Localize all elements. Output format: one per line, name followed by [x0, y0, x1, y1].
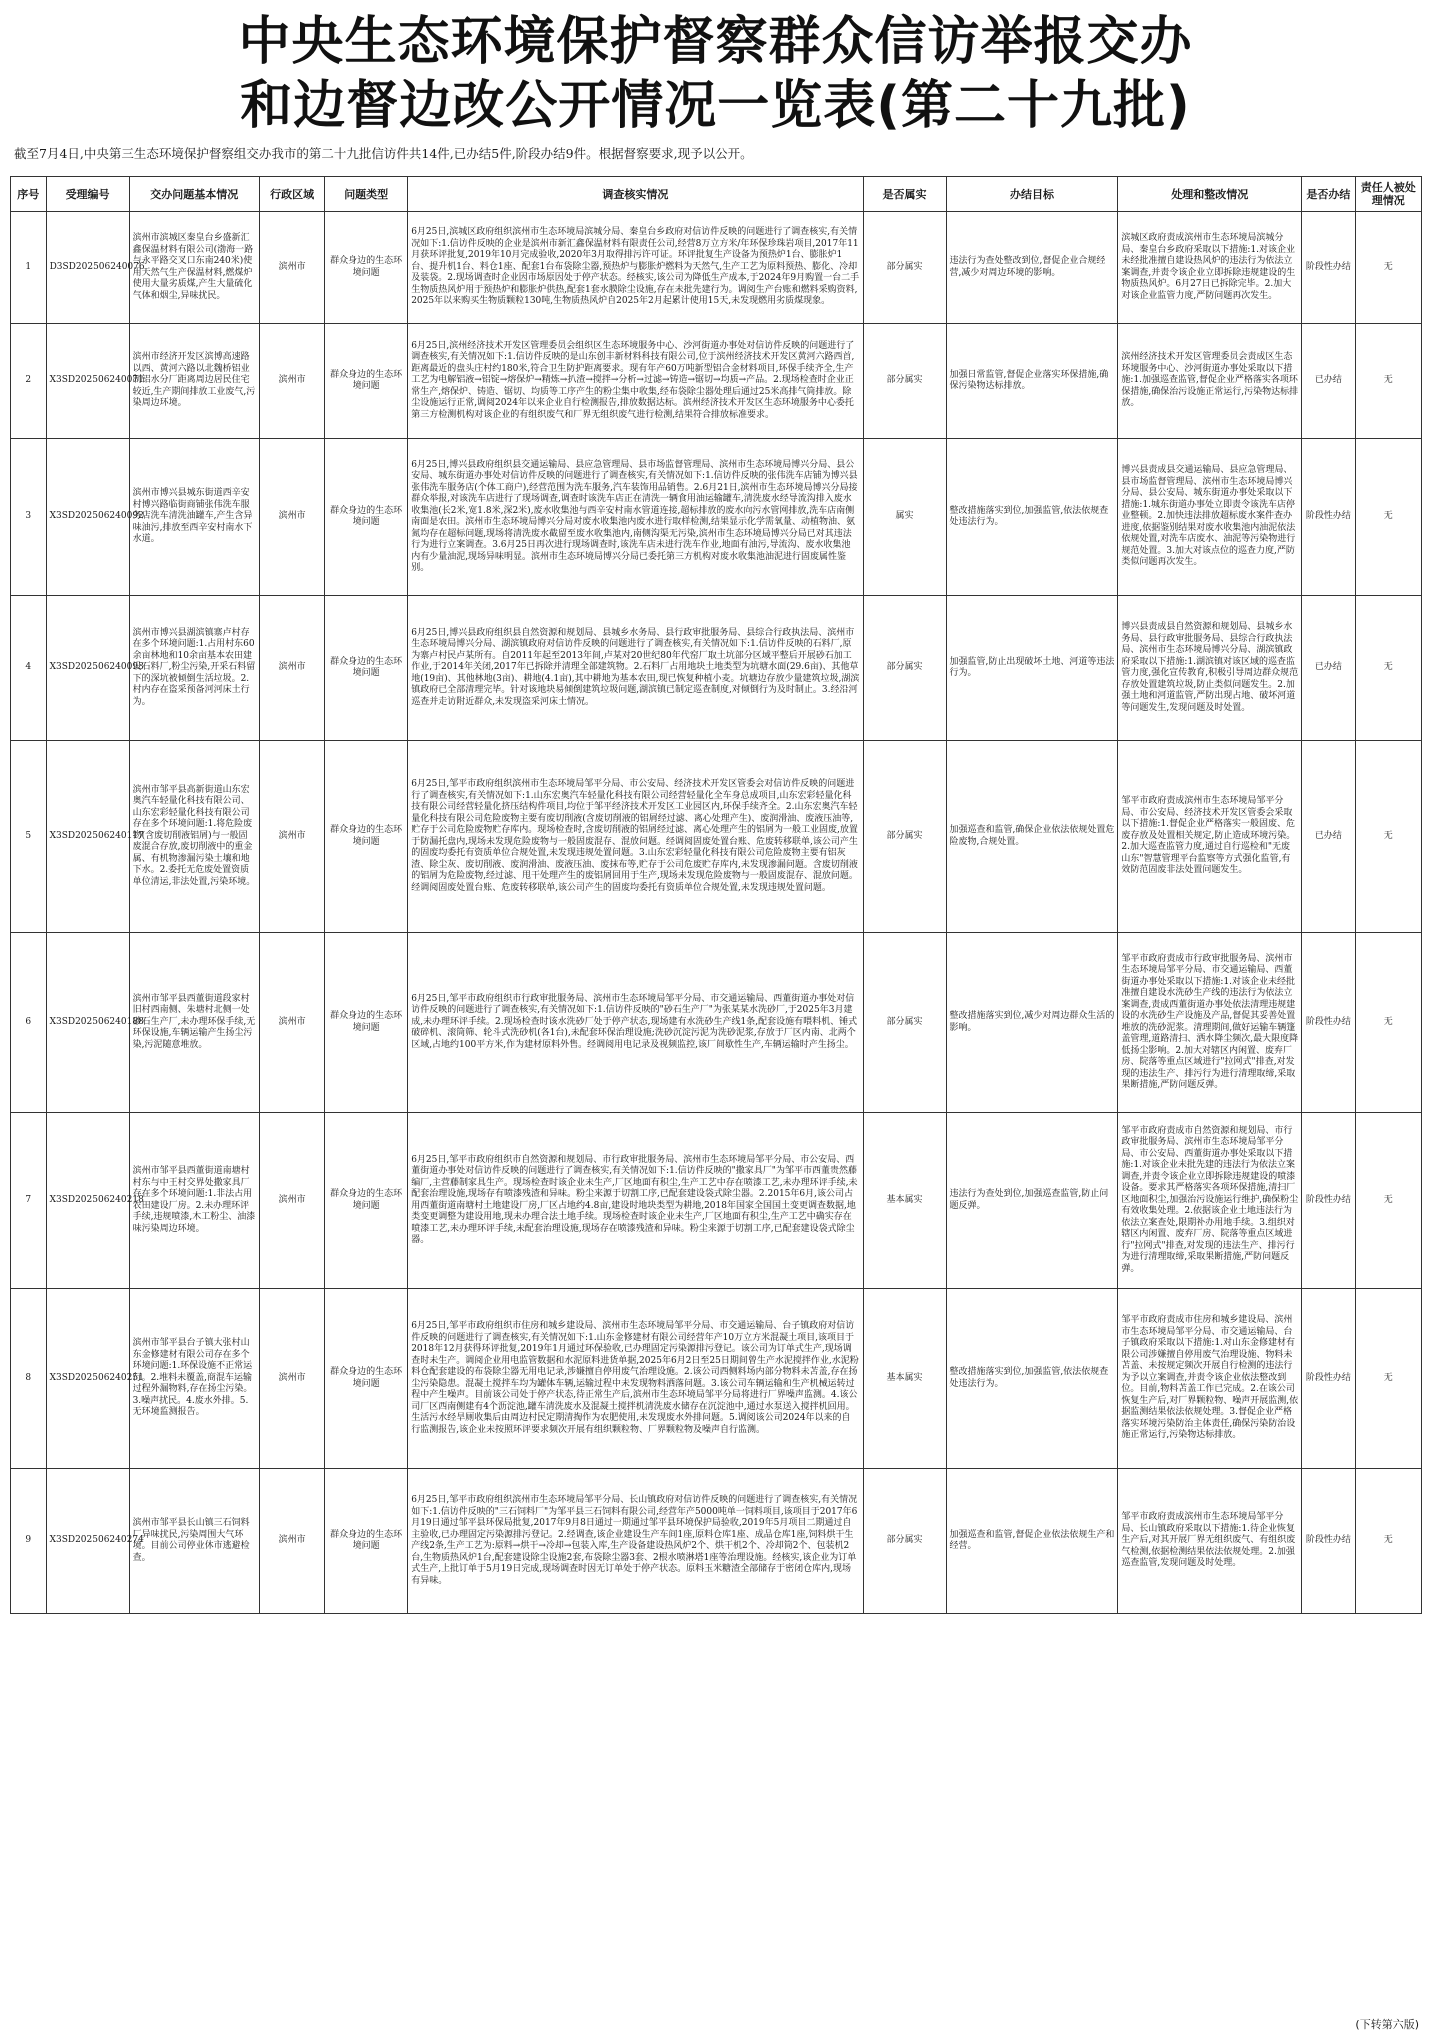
- table-row: [11, 439, 1422, 596]
- responsible-person-handling-cell: 无: [1355, 1113, 1421, 1289]
- completion-status-cell: 已办结: [1302, 596, 1355, 741]
- verified-status-cell: 属实: [863, 439, 946, 596]
- handling-measures-cell: 邹平市政府责成市行政审批服务局、滨州市生态环境局邹平分局、市交通运输局、西董街道办事处采取以下措施:1.对该企业未经批准擅自建设水洗砂生产线的违法行为依法立案调查,责成西董街道办事处依法清理违规建设的水洗砂生产设施及产品,督促其妥善处置堆放的洗砂泥浆。清理期间,做好运输车辆篷盖管理,道路清扫、洒水降尘频次,最大限度降低扬尘影响。2.加大对辖区内闲置、废弃厂房、院落等重点区域进行"拉网式"排查,对发现的违法生产、排污行为进行清理取缔,采取果断措施,严防问题反弹。: [1118, 933, 1302, 1113]
- problem-description-cell: 滨州市博兴县湖滨镇寨卢村存在多个环境问题:1.占用村东60余亩林地和10余亩基本农田建设石料厂,粉尘污染,开采石料留下的深坑被倾倒生活垃圾。2.村内存在盗采预备河河床土行为。: [129, 596, 259, 741]
- receipt-code-cell: X3SD202506240117: [46, 741, 129, 933]
- row-number-cell: 5: [11, 741, 47, 933]
- completion-status-cell: 已办结: [1302, 324, 1355, 439]
- problem-type-cell: 群众身边的生态环境问题: [325, 1469, 408, 1614]
- intro-text: 截至7月4日,中央第三生态环境保护督察组交办我市的第二十九批信访件共14件,已办结5件,阶段办结9件。根据督察要求,现予以公开。: [14, 146, 753, 161]
- receipt-code-cell: X3SD202506240092: [46, 439, 129, 596]
- problem-description-cell: 滨州市滨城区秦皇台乡盛新汇鑫保温材料有限公司(渤海一路与永平路交叉口东南240米)使用天然气生产保温材料,燃煤炉使用大量劣质煤,产生大量硫化气体和烟尘,异味扰民。: [129, 212, 259, 324]
- completion-goal-cell: 加强巡查和监管,督促企业依法依规生产和经营。: [946, 1469, 1118, 1614]
- column-header: 是否办结: [1302, 177, 1355, 212]
- column-header: 处理和整改情况: [1118, 177, 1302, 212]
- problem-type-cell: 群众身边的生态环境问题: [325, 596, 408, 741]
- table-row: [11, 1289, 1422, 1469]
- table-header-row: [11, 177, 1422, 212]
- completion-goal-cell: 加强巡查和监管,确保企业依法依规处置危险废物,合规处置。: [946, 741, 1118, 933]
- table-row: [11, 933, 1422, 1113]
- handling-measures-cell: 邹平市政府责成市自然资源和规划局、市行政审批服务局、滨州市生态环境局邹平分局、市公安局、西董街道办事处采取以下措施:1.对该企业未批先建的违法行为依法立案调查,并责令该企业立即拆除违规建设的喷漆设备。要求其严格落实各项环保措施,清扫厂区地面积尘,加强治污设施运行维护,确保粉尘有效收集处理。2.依据该企业土地违法行为依法立案查处,限期补办用地手续。3.组织对辖区内闲置、废弃厂房、院落等重点区域进行"拉网式"排查,对发现的违法生产、排污行为进行清理取缔,采取果断措施,严防问题反弹。: [1118, 1113, 1302, 1289]
- investigation-details-cell: 6月25日,滨城区政府组织滨州市生态环境局滨城分局、秦皇台乡政府对信访件反映的问题进行了调查核实,有关情况如下:1.信访件反映的企业是滨州市新汇鑫保温材料有限责任公司,经营8万立方米/年环保珍珠岩项目,2017年11月获环评批复,2019年10月完成验收,2020年3月取得排污许可证。环评批复生产设备为预热炉1台、膨胀炉1台、提升机1台、料仓1座、配套1台布袋除尘器,预热炉与膨胀炉燃料为天然气,生产工艺为原料预热、膨化、冷却及装袋。2.现场调查时企业因市场原因处于停产状态。经核实,该公司为降低生产成本,于2024年9月购置一台二手生物质热风炉用于预热炉和膨胀炉供热,配套1套水膜除尘设施,存在未批先建行为。调阅生产台账和燃料采购资料,2025年以来购买生物质颗粒130吨,生物质热风炉自2025年2月起累计使用15天,未发现燃用劣质煤现象。: [408, 212, 863, 324]
- receipt-code-cell: X3SD202506240188: [46, 933, 129, 1113]
- region-cell: 滨州市: [259, 1469, 324, 1614]
- verified-status-cell: 部分属实: [863, 596, 946, 741]
- completion-goal-cell: 整改措施落实到位,加强监管,依法依规查处违法行为。: [946, 1289, 1118, 1469]
- verified-status-cell: 部分属实: [863, 933, 946, 1113]
- problem-type-cell: 群众身边的生态环境问题: [325, 439, 408, 596]
- problem-description-cell: 滨州市邹平县西董街道南塘村村东与中王村交界处撒家具厂存在多个环境问题:1.非法占用农田建设厂房。2.未办理环评手续,违规喷漆,木工粉尘、油漆味污染周边环境。: [129, 1113, 259, 1289]
- problem-type-cell: 群众身边的生态环境问题: [325, 1289, 408, 1469]
- region-cell: 滨州市: [259, 741, 324, 933]
- completion-goal-cell: 整改措施落实到位,减少对周边群众生活的影响。: [946, 933, 1118, 1113]
- row-number-cell: 7: [11, 1113, 47, 1289]
- investigation-details-cell: 6月25日,邹平市政府组织滨州市生态环境局邹平分局、长山镇政府对信访件反映的问题进行了调查核实,有关情况如下:1.信访件反映的"三石饲料厂"为邹平县三石饲料有限公司,经营年产5000吨单一饲料项目,该项目于2017年6月19日通过邹平县环保局批复,2017年9月8日通过一期通过邹平县环境保护局验收,2019年5月项目二期通过自主验收,已办理固定污染源排污登记。2.经调查,该企业建设生产车间1座,原料仓库1座、成品仓库1座,饲料烘干生产线2条,生产工艺为:原料→烘干→冷却→包装入库,生产设备建设热风炉2个、烘干机2个、冷却筒2个、包装机2台,生物质热风炉1台,配套建设除尘设施2套,布袋除尘器3套、2根水喷淋塔1座等治理设施。经核实,该企业为订单式生产,上批订单于5月19日完成,现场调查时因无订单处于停产状态。原料玉米糖渣全部储存于密闭仓库内,现场有异味。: [408, 1469, 863, 1614]
- row-number-cell: 1: [11, 212, 47, 324]
- row-number-cell: 8: [11, 1289, 47, 1469]
- responsible-person-handling-cell: 无: [1355, 933, 1421, 1113]
- responsible-person-handling-cell: 无: [1355, 596, 1421, 741]
- problem-description-cell: 滨州市邹平县台子镇大张村山东金修建材有限公司存在多个环境问题:1.环保设施不正常运行。2.堆料未覆盖,商混车运输过程外漏物料,存在扬尘污染。3.噪声扰民。4.废水外排。5.无环境监测报告。: [129, 1289, 259, 1469]
- region-cell: 滨州市: [259, 933, 324, 1113]
- handling-measures-cell: 博兴县责成县交通运输局、县应急管理局、县市场监督管理局、滨州市生态环境局博兴分局、县公安局、城东街道办事处采取以下措施:1.城东街道办事处立即责令该洗车店停业整顿。2.加快违法排放超标废水案件查办进度,依据鉴别结果对废水收集池内油泥依法依规处置,对洗车店废水、油泥等污染物进行规范处置。3.加大对该点位的巡查力度,严防类似问题再次发生。: [1118, 439, 1302, 596]
- problem-description-cell: 滨州市经济开发区滨博高速路以西、黄河六路以北魏桥铝业制铝水分厂距离周边居民住宅较近,生产期间排放工业废气,污染周边环境。: [129, 324, 259, 439]
- completion-status-cell: 阶段性办结: [1302, 1113, 1355, 1289]
- column-header: 行政区域: [259, 177, 324, 212]
- table-body: [11, 212, 1422, 1614]
- investigation-details-cell: 6月25日,滨州经济技术开发区管理委员会组织区生态环境服务中心、沙河街道办事处对信访件反映的问题进行了调查核实,有关情况如下:1.信访件反映的是山东创丰新材料科技有限公司,位于滨州经济技术开发区黄河六路西首,距离最近的盘头庄村约180米,符合卫生防护距离要求。现有年产60万吨新型铝合金材料项目,环保手续齐全,生产工艺为电解铝液→铝锭→熔保炉→精炼→扒渣→搅拌→分析→过滤→铸造→锯切→均质→产品。2.现场检查时企业正常生产,熔保炉、铸造、锯切、均质等工序产生的粉尘集中收集,经布袋除尘器处理后通过25米高排气筒排放。除尘设施运行正常,调阅2024年以来企业自行检测报告,排放数据达标。滨州经济技术开发区生态环境服务中心委托第三方检测机构对该企业的有组织废气和厂界无组织废气进行检测,结果符合排放标准要求。: [408, 324, 863, 439]
- receipt-code-cell: X3SD202506240218: [46, 1113, 129, 1289]
- completion-goal-cell: 加强监管,防止出现破坏土地、河道等违法行为。: [946, 596, 1118, 741]
- completion-status-cell: 阶段性办结: [1302, 1469, 1355, 1614]
- region-cell: 滨州市: [259, 212, 324, 324]
- handling-measures-cell: 博兴县责成县自然资源和规划局、县城乡水务局、县行政审批服务局、县综合行政执法局、滨州市生态环境局博兴分局、湖滨镇政府采取以下措施:1.湖滨镇对该区域的巡查监管力度,强化宣传教育,积极引导周边群众规范存放处置建筑垃圾,防止类似问题发生。2.加强土地和河道监管,严防出现占地、破坏河道等问题发生,发现问题及时处置。: [1118, 596, 1302, 741]
- receipt-code-cell: X3SD202506240071: [46, 324, 129, 439]
- receipt-code-cell: X3SD202506240251: [46, 1289, 129, 1469]
- responsible-person-handling-cell: 无: [1355, 1289, 1421, 1469]
- receipt-code-cell: X3SD202506240274: [46, 1469, 129, 1614]
- investigation-details-cell: 6月25日,邹平市政府组织市自然资源和规划局、市行政审批服务局、滨州市生态环境局邹平分局、市公安局、西董街道办事处对信访件反映的问题进行了调查核实,有关情况如下:1.信访件反映的"撒家具厂"为邹平市西董贵然藤编厂,主营藤制家具生产。现场检查时该企业未生产,厂区地面有积尘,生产工艺中存在喷漆工艺,未办理环评手续,未配套治理设施,现场存有喷漆残渣和异味。粉尘来源于切割工序,已配套建设袋式除尘器。2.2015年6月,该公司占用西董街道南塘村土地建设厂房,厂区占地约4.8亩,建设时地块类型为耕地,2018年国家全国国土变更调查数据,地类变更调整为建设用地,现未办理合法土地手续。现场检查时该企业未生产,厂区地面有积尘,生产工艺中确实存在喷漆工艺,未办理环评手续,未配套治理设施,现场存在喷漆残渣和异味。粉尘来源于切割工序,已配套建设袋式除尘器。: [408, 1113, 863, 1289]
- row-number-cell: 2: [11, 324, 47, 439]
- region-cell: 滨州市: [259, 439, 324, 596]
- row-number-cell: 6: [11, 933, 47, 1113]
- column-header: 是否属实: [863, 177, 946, 212]
- investigation-details-cell: 6月25日,博兴县政府组织县交通运输局、县应急管理局、县市场监督管理局、滨州市生态环境局博兴分局、县公安局、城东街道办事处对信访件反映的问题进行了调查核实,有关情况如下:1.信访件反映的张伟洗车店铺为博兴县张伟洗车服务店(个体工商户),经营范围为洗车服务,汽车装饰用品销售。2.6月21日,滨州市生态环境局博兴分局接群众举报,对该洗车店进行了现场调查,调查时该洗车店正在清洗一辆食用油运输罐车,清洗废水经导流沟排入废水收集池(长2米,宽1.8米,深2米),废水收集池与西辛安村南水管道连接,超标排放的废水向污水管网排放,洗车店南侧南面是农田。滨州市生态环境局博兴分局对废水收集池内废水进行取样检测,结果显示化学需氧量、动植物油、氨氮均存在超标问题,现场将清洗废水截留至废水收集池内,南侧沟渠无污染,滨州市生态环境局博兴分局已对其违法行为进行立案调查。3.6月25日再次进行现场调查时,该洗车店未进行洗车作业,地面有油污,导流沟、废水收集池内有少量油泥,现场异味明显。滨州市生态环境局博兴分局已委托第三方机构对废水收集池油泥进行固废属性鉴别。: [408, 439, 863, 596]
- region-cell: 滨州市: [259, 324, 324, 439]
- region-cell: 滨州市: [259, 1289, 324, 1469]
- table-row: [11, 741, 1422, 933]
- investigation-details-cell: 6月25日,邹平市政府组织市行政审批服务局、滨州市生态环境局邹平分局、市交通运输局、西董街道办事处对信访件反映的问题进行了调查核实,有关情况如下:1.信访件反映的"砂石生产厂"为张某某水洗砂厂,于2025年3月建成,未办理环评手续。2.现场检查时该水洗砂厂处于停产状态,现场建有水洗砂生产线1条,配套设施有喂料机、锤式破碎机、滚筒筛、轮斗式洗砂机(各1台),未配套环保治理设施;洗砂沉淀污泥为洗砂泥浆,存放于厂区内南、北两个区域,占地约100平方米,作为建材原料外售。经调阅用电记录及视频监控,该厂间歇性生产,车辆运输时产生扬尘。: [408, 933, 863, 1113]
- responsible-person-handling-cell: 无: [1355, 1469, 1421, 1614]
- table-row: [11, 1469, 1422, 1614]
- responsible-person-handling-cell: 无: [1355, 212, 1421, 324]
- verified-status-cell: 基本属实: [863, 1289, 946, 1469]
- continued-note: (下转第六版): [1355, 2018, 1419, 2031]
- problem-type-cell: 群众身边的生态环境问题: [325, 741, 408, 933]
- verified-status-cell: 部分属实: [863, 324, 946, 439]
- completion-status-cell: 阶段性办结: [1302, 1289, 1355, 1469]
- table-row: [11, 212, 1422, 324]
- table-row: [11, 324, 1422, 439]
- handling-measures-cell: 滨州经济技术开发区管理委员会责成区生态环境服务中心、沙河街道办事处采取以下措施:1.加强巡查监管,督促企业严格落实各项环保措施,确保治污设施正常运行,污染物达标排放。: [1118, 324, 1302, 439]
- table-row: [11, 596, 1422, 741]
- completion-goal-cell: 加强日常监管,督促企业落实环保措施,确保污染物达标排放。: [946, 324, 1118, 439]
- problem-type-cell: 群众身边的生态环境问题: [325, 933, 408, 1113]
- receipt-code-cell: D3SD202506240076: [46, 212, 129, 324]
- column-header: 责任人被处理情况: [1355, 177, 1421, 212]
- column-header: 交办问题基本情况: [129, 177, 259, 212]
- completion-status-cell: 阶段性办结: [1302, 439, 1355, 596]
- completion-status-cell: 已办结: [1302, 741, 1355, 933]
- verified-status-cell: 部分属实: [863, 741, 946, 933]
- investigation-details-cell: 6月25日,邹平市政府组织市住房和城乡建设局、滨州市生态环境局邹平分局、市交通运输局、台子镇政府对信访件反映的问题进行了调查核实,有关情况如下:1.山东金修建材有限公司经营年产10万立方米混凝土项目,该项目于2018年12月获得环评批复,2019年1月通过环保验收,已办理固定污染源排污登记。该公司为订单式生产,现场调查时未生产。调阅企业用电监管数据和水泥原料进货单据,2025年6月2日至25日期间曾生产水泥搅拌作业,水泥粉料仓配套建设的布袋除尘器无用电记录,涉嫌擅自停用废气治理设施。2.该公司西侧料场内部分物料未苫盖,存在扬尘污染隐患。混凝土搅拌车均为罐体车辆,运输过程中未发现物料洒落问题。3.该公司车辆运输和生产机械运转过程中产生噪声。目前该公司处于停产状态,待正常生产后,滨州市生态环境局邹平分局将进行厂界噪声监测。4.该公司厂区西南侧建有4个沥淀池,罐车清洗废水及混凝土搅拌机清洗废水储存在沉淀池中,通过水泵送入搅拌机回用。生活污水经旱厕收集后由周边村民定期清掏作为农肥使用,未发现废水外排问题。5.调阅该公司2024年以来的自行监测报告,该企业未按照环评要求频次开展有组织颗粒物、厂界颗粒物及噪声自行监测。: [408, 1289, 863, 1469]
- column-header: 办结目标: [946, 177, 1118, 212]
- column-header: 调查核实情况: [408, 177, 863, 212]
- investigation-details-cell: 6月25日,邹平市政府组织滨州市生态环境局邹平分局、市公安局、经济技术开发区管委会对信访件反映的问题进行了调查核实,有关情况如下:1.山东宏奥汽车轻量化科技有限公司经营轻量化全车身总成项目,山东宏彩轻量化科技有限公司经营轻量化挤压结构件项目,均位于邹平经济技术开发区工业园区内,环保手续齐全。2.山东宏奥汽车轻量化科技有限公司危险废物主要有废切削液(含废切削液的铝屑经过滤、离心处理产生)、废润滑油、废液压油等,贮存于公司危险废物贮存库内。现场检查时,含废切削液的铝屑经过滤、离心处理产生的铝屑为一般工业固废,放置于防漏托盘内,现场未发现危险废物与一般固废混存、混放问题。经调阅固废处置台账、危废转移联单,该公司产生的固废均委托有资质单位合规处置,未发现违规处置问题。3.山东宏彩轻量化科技有限公司危险废物主要有铝灰渣、除尘灰、废切削液、废润滑油、废液压油、废抹布等,贮存于公司危废贮存库内,未发现渗漏问题。含废切削液的铝屑为危险废物,经过滤、甩干处理产生的废铝屑回用于生产,现场未发现危险废物与一般固废混存、混放问题。经调阅固废处置台账、危废转移联单,该公司产生的固废均委托有资质单位合规处置,未发现违规处置问题。: [408, 741, 863, 933]
- verified-status-cell: 部分属实: [863, 1469, 946, 1614]
- responsible-person-handling-cell: 无: [1355, 324, 1421, 439]
- completion-status-cell: 阶段性办结: [1302, 933, 1355, 1113]
- problem-description-cell: 滨州市邹平县高新街道山东宏奥汽车轻量化科技有限公司、山东宏彩轻量化科技有限公司存在多个环境问题:1.将危险废物(含废切削液铝屑)与一般固废混合存放,废切削液中的重金属、有机物渗漏污染土壤和地下水。2.委托无危废处置资质单位清运,非法处置,污染环境。: [129, 741, 259, 933]
- problem-type-cell: 群众身边的生态环境问题: [325, 1113, 408, 1289]
- handling-measures-cell: 邹平市政府责成滨州市生态环境局邹平分局、长山镇政府采取以下措施:1.待企业恢复生产后,对其开展厂界无组织废气、有组织废气检测,依据检测结果依法依规处理。2.加强巡查监管,发现问题及时处理。: [1118, 1469, 1302, 1614]
- page-title-line2: 和边督边改公开情况一览表(第二十九批): [240, 76, 1191, 136]
- verified-status-cell: 部分属实: [863, 212, 946, 324]
- region-cell: 滨州市: [259, 596, 324, 741]
- handling-measures-cell: 滨城区政府责成滨州市生态环境局滨城分局、秦皇台乡政府采取以下措施:1.对该企业未经批准擅自建设热风炉的违法行为依法立案调查,并责令该企业立即拆除违规建设的生物质热风炉。6月27日已拆除完毕。2.加大对该企业监管力度,严防问题再次发生。: [1118, 212, 1302, 324]
- column-header: 序号: [11, 177, 47, 212]
- problem-type-cell: 群众身边的生态环境问题: [325, 324, 408, 439]
- problem-description-cell: 滨州市邹平县长山镇三石饲料厂异味扰民,污染周围大气环境。目前公司停业休市逃避检查。: [129, 1469, 259, 1614]
- investigation-details-cell: 6月25日,博兴县政府组织县自然资源和规划局、县城乡水务局、县行政审批服务局、县综合行政执法局、滨州市生态环境局博兴分局、湖滨镇政府对信访件反映的问题进行了调查核实,有关情况如下:1.信访件反映的石料厂,原为寨卢村民卢某所有。自2011年起至2013年间,卢某对20世纪80年代窑厂取土坑部分区域平整后开展砂石加工作业,于2014年关闭,2017年已拆除并清理全部建筑物。2.石料厂占用地块土地类型为坑塘水面(29.6亩)、其他草地(19亩)、其他林地(3亩)、耕地(4.1亩),其中耕地为基本农田,现已恢复种植小麦。坑塘边存放少量建筑垃圾,湖滨镇政府已全部清理完毕。针对该地块易倾倒建筑垃圾问题,湖滨镇已制定巡查制度,对倾倒行为及时制止。3.经沿河巡查并走访附近群众,未发现盗采河床土情况。: [408, 596, 863, 741]
- handling-measures-cell: 邹平市政府责成市住房和城乡建设局、滨州市生态环境局邹平分局、市交通运输局、台子镇政府采取以下措施:1.对山东金修建材有限公司涉嫌擅自停用废气治理设施、物料未苫盖、未按规定频次开展自行检测的违法行为予以立案调查,并责令该企业依法整改到位。目前,物料苫盖工作已完成。2.在该公司恢复生产后,对厂界颗粒物、噪声开展监测,依据监测结果依法依规处理。3.督促企业严格落实环境污染防治主体责任,确保污染防治设施正常运行,污染物达标排放。: [1118, 1289, 1302, 1469]
- responsible-person-handling-cell: 无: [1355, 741, 1421, 933]
- completion-goal-cell: 违法行为查处整改到位,督促企业合规经营,减少对周边环境的影响。: [946, 212, 1118, 324]
- report-table: [10, 176, 1422, 1614]
- row-number-cell: 3: [11, 439, 47, 596]
- receipt-code-cell: X3SD202506240093: [46, 596, 129, 741]
- responsible-person-handling-cell: 无: [1355, 439, 1421, 596]
- column-header: 受理编号: [46, 177, 129, 212]
- completion-status-cell: 阶段性办结: [1302, 212, 1355, 324]
- region-cell: 滨州市: [259, 1113, 324, 1289]
- completion-goal-cell: 违法行为查处到位,加强巡查监管,防止问题反弹。: [946, 1113, 1118, 1289]
- page-title-line1: 中央生态环境保护督察群众信访举报交办: [238, 12, 1193, 72]
- column-header: 问题类型: [325, 177, 408, 212]
- row-number-cell: 9: [11, 1469, 47, 1614]
- problem-description-cell: 滨州市邹平县西董街道段家村旧村西南侧、朱塘村北侧一处砂石生产厂,未办理环保手续,无环保设施,车辆运输产生扬尘污染,污泥随意堆放。: [129, 933, 259, 1113]
- row-number-cell: 4: [11, 596, 47, 741]
- handling-measures-cell: 邹平市政府责成滨州市生态环境局邹平分局、市公安局、经济技术开发区管委会采取以下措施:1.督促企业严格落实一般固废、危废存放及处置相关规定,防止造成环境污染。2.加大巡查监管力度,通过自行巡检和"无废山东"智慧管理平台监察等方式强化监管,有效防范固废非法处置问题发生。: [1118, 741, 1302, 933]
- problem-description-cell: 滨州市博兴县城东街道西辛安村博兴路临街商铺张伟洗车服务店洗车清洗油罐车,产生含异味油污,排放至西辛安村南水下水道。: [129, 439, 259, 596]
- problem-type-cell: 群众身边的生态环境问题: [325, 212, 408, 324]
- table-row: [11, 1113, 1422, 1289]
- verified-status-cell: 基本属实: [863, 1113, 946, 1289]
- completion-goal-cell: 整改措施落实到位,加强监管,依法依规查处违法行为。: [946, 439, 1118, 596]
